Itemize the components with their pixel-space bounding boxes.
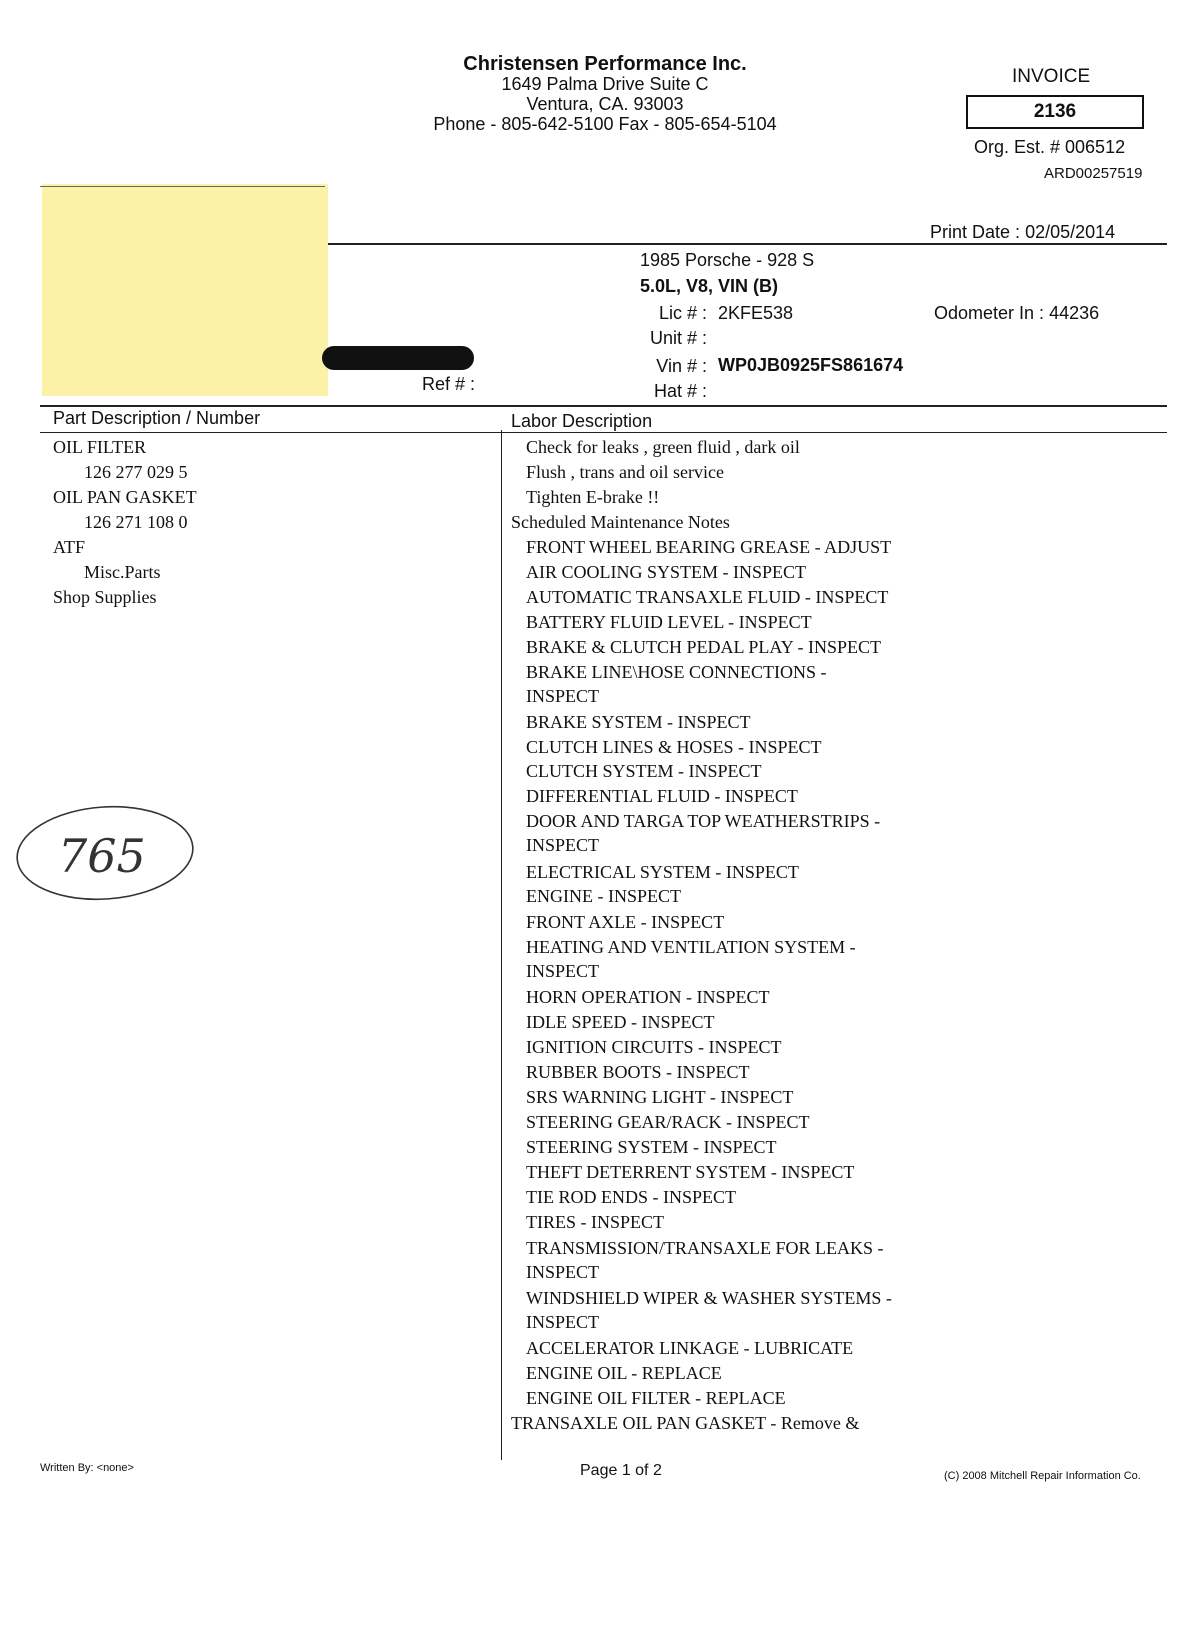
- labor-line: STEERING GEAR/RACK - INSPECT: [526, 1112, 810, 1132]
- labor-line: TIE ROD ENDS - INSPECT: [526, 1187, 736, 1207]
- part-line: ATF: [53, 537, 86, 557]
- labor-line: ENGINE - INSPECT: [526, 886, 681, 906]
- phone-fax: Phone - 805-642-5100 Fax - 805-654-5104: [433, 114, 777, 134]
- odometer: [934, 303, 1099, 324]
- labor-line: DIFFERENTIAL FLUID - INSPECT: [526, 786, 798, 806]
- labor-line: BRAKE & CLUTCH PEDAL PLAY - INSPECT: [526, 637, 882, 657]
- part-number-line: 126 277 029 5: [84, 462, 188, 482]
- part-line: OIL PAN GASKET: [53, 487, 197, 507]
- parts-column-header: Part Description / Number: [53, 408, 261, 428]
- columns-top-divider: [40, 405, 1167, 407]
- labor-line: Flush , trans and oil service: [526, 462, 724, 482]
- lic-value: 2KFE538: [718, 303, 794, 323]
- labor-line: RUBBER BOOTS - INSPECT: [526, 1062, 750, 1082]
- handwritten-number: 765: [58, 829, 146, 883]
- labor-line: HORN OPERATION - INSPECT: [526, 987, 770, 1007]
- labor-line: INSPECT: [526, 1262, 600, 1282]
- labor-line: FRONT WHEEL BEARING GREASE - ADJUST: [526, 537, 892, 557]
- labor-line: TIRES - INSPECT: [526, 1212, 665, 1232]
- redaction-bar: [322, 346, 474, 370]
- labor-line: CLUTCH LINES & HOSES - INSPECT: [526, 737, 822, 757]
- company-name: Christensen Performance Inc.: [463, 53, 747, 75]
- header-divider: [328, 243, 1167, 245]
- written-by: Written By: <none>: [40, 1462, 134, 1474]
- labor-line: ENGINE OIL - REPLACE: [526, 1363, 722, 1383]
- copyright-notice: (C) 2008 Mitchell Repair Information Co.: [944, 1470, 1141, 1482]
- print-date-label: Print Date :: [930, 222, 1021, 242]
- vehicle-engine: 5.0L, V8, VIN (B): [640, 276, 779, 296]
- ard-number: ARD00257519: [1044, 165, 1143, 182]
- labor-line: Tighten E-brake !!: [526, 487, 660, 507]
- labor-line: IDLE SPEED - INSPECT: [526, 1012, 715, 1032]
- labor-line: FRONT AXLE - INSPECT: [526, 912, 725, 932]
- address-line-2: Ventura, CA. 93003: [526, 94, 684, 114]
- unit-label: Unit # :: [649, 328, 707, 348]
- labor-section-heading: Scheduled Maintenance Notes: [511, 512, 730, 532]
- part-line: Misc.Parts: [84, 562, 161, 582]
- vin-label: Vin # :: [656, 356, 707, 376]
- odometer-value: 44236: [1049, 303, 1100, 323]
- hat-label: Hat # :: [653, 381, 707, 401]
- labor-line: INSPECT: [526, 835, 600, 855]
- print-date-value: 02/05/2014: [1025, 222, 1116, 242]
- labor-line: TRANSMISSION/TRANSAXLE FOR LEAKS -: [526, 1238, 884, 1258]
- labor-line: SRS WARNING LIGHT - INSPECT: [526, 1087, 794, 1107]
- labor-line: DOOR AND TARGA TOP WEATHERSTRIPS -: [526, 811, 881, 831]
- labor-line: INSPECT: [526, 686, 600, 706]
- labor-line: INSPECT: [526, 961, 600, 981]
- labor-line: THEFT DETERRENT SYSTEM - INSPECT: [526, 1162, 855, 1182]
- labor-line: CLUTCH SYSTEM - INSPECT: [526, 761, 762, 781]
- labor-line: ENGINE OIL FILTER - REPLACE: [526, 1388, 786, 1408]
- vin-value: WP0JB0925FS861674: [718, 355, 904, 375]
- labor-line: Check for leaks , green fluid , dark oil: [526, 437, 800, 457]
- company-address-block: [370, 54, 840, 134]
- labor-line: BRAKE LINE\HOSE CONNECTIONS -: [526, 662, 827, 682]
- part-line: Shop Supplies: [53, 587, 157, 607]
- handwritten-circled-note: [10, 800, 200, 910]
- address-line-1: 1649 Palma Drive Suite C: [501, 74, 709, 94]
- labor-column-header: Labor Description: [511, 411, 653, 431]
- labor-line: WINDSHIELD WIPER & WASHER SYSTEMS -: [526, 1288, 892, 1308]
- labor-line: ELECTRICAL SYSTEM - INSPECT: [526, 862, 799, 882]
- ref-label: Ref # :: [422, 374, 476, 394]
- labor-line: AIR COOLING SYSTEM - INSPECT: [526, 562, 807, 582]
- part-line: OIL FILTER: [53, 437, 147, 457]
- part-number-line: 126 271 108 0: [84, 512, 188, 532]
- labor-line: BRAKE SYSTEM - INSPECT: [526, 712, 751, 732]
- page-number: Page 1 of 2: [580, 1462, 662, 1479]
- labor-line: AUTOMATIC TRANSAXLE FLUID - INSPECT: [526, 587, 889, 607]
- labor-line: HEATING AND VENTILATION SYSTEM -: [526, 937, 856, 957]
- invoice-number-box: 2136: [966, 95, 1144, 129]
- vehicle-model: 1985 Porsche - 928 S: [640, 250, 815, 270]
- odometer-label: Odometer In :: [934, 303, 1045, 323]
- org-est-number: Org. Est. # 006512: [974, 137, 1126, 157]
- column-separator: [501, 430, 502, 1460]
- document-type: INVOICE: [1012, 66, 1091, 87]
- labor-line: ACCELERATOR LINKAGE - LUBRICATE: [526, 1338, 854, 1358]
- sticky-top-rule: [40, 186, 325, 187]
- columns-header-divider: [40, 432, 1167, 433]
- labor-line: STEERING SYSTEM - INSPECT: [526, 1137, 777, 1157]
- print-date: [930, 222, 1115, 243]
- labor-line: TRANSAXLE OIL PAN GASKET - Remove &: [511, 1413, 860, 1433]
- labor-line: IGNITION CIRCUITS - INSPECT: [526, 1037, 782, 1057]
- lic-label: Lic # :: [658, 303, 707, 323]
- labor-line: INSPECT: [526, 1312, 600, 1332]
- labor-line: BATTERY FLUID LEVEL - INSPECT: [526, 612, 812, 632]
- sticky-note-redaction: [42, 184, 328, 396]
